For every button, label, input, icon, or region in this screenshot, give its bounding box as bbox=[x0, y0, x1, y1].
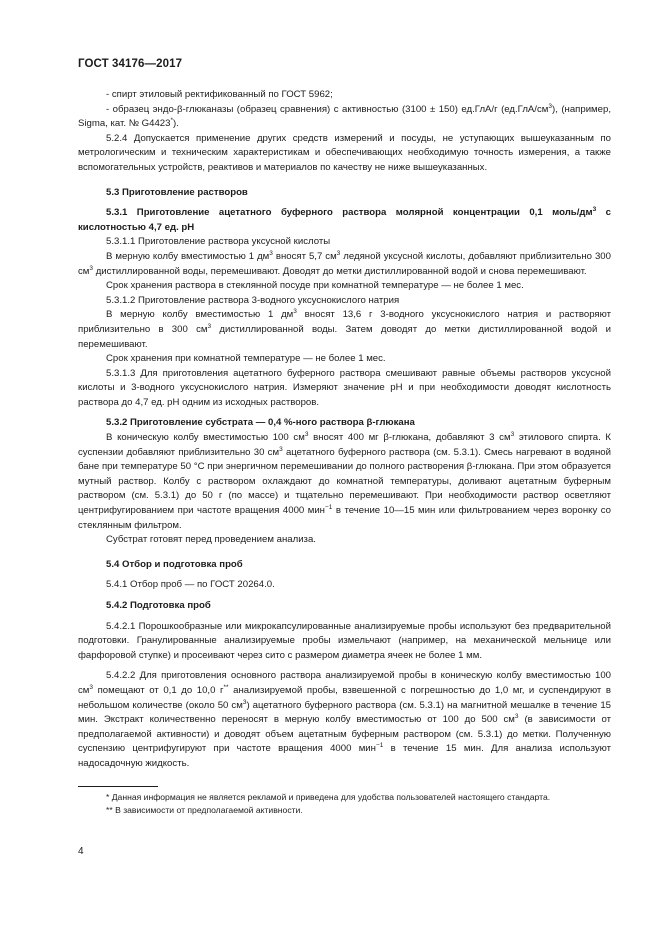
footnotes bbox=[78, 791, 611, 816]
paragraph-substrate-prep: В коническую колбу вместимостью 100 $см^3$ вносят 400 мг β-глюкана, добавляют 3 $см^3$ этилового спирта. К суспензии добавляют приблизительно 30 $см^3$ ацетатного буферного раствора (см. 5.3.1). Смесь нагревают в водяной бане при температуре 50 °С при энергичном перемешивании до полного растворения β-глюкана. При этом образуется мутный раствор. Колбу с раствором охлаждают до комнатной температуры, доливают ацетатным буферным раствором (см. 5.3.1) до 50 г (по массе) и тщательно перемешивают. При необходимости раствор осветляют центрифугированием при частоте вращения 4000 мин$^{-1}$ в течение 10—15 мин или фильтрованием через воронку со стеклянным фильтром. bbox=[78, 431, 611, 531]
paragraph-5-3-1-3: 5.3.1.3 Для приготовления ацетатного буферного раствора смешивают равные объемы растворов уксусной кислоты и 3-водного уксуснокислого натрия. Измеряют значение pH и при необходимости доводят кислотность раствора до 4,7 ед. pH одним из исходных растворов. bbox=[78, 367, 611, 408]
paragraph-5-4-2-1: 5.4.2.1 Порошкообразные или микрокапсулированные анализируемые пробы используют без предварительной подготовки. Гранулированные анализируемые пробы измельчают (например, на механической мельнице или фарфоровой ступке) и просеивают через сито с размером диаметра ячеек не более 1 мм. bbox=[78, 620, 611, 661]
section-heading-5-3-1: 5.3.1 Приготовление ацетатного буферного раствора молярной концентрации 0,1 моль/$дм^3$ с кислотностью 4,7 ед. pH bbox=[78, 206, 611, 233]
paragraph-acetic-acid-prep: В мерную колбу вместимостью 1 $дм^3$ вносят 5,7 $см^3$ ледяной уксусной кислоты, добавляют приблизительно 300 $см^3$ дистиллированной воды, перемешивают. Доводят до метки дистиллированной водой и снова перемешивают. bbox=[78, 249, 611, 277]
document-code-header: ГОСТ 34176—2017 bbox=[78, 58, 183, 70]
paragraph-sodium-acetate-prep: В мерную колбу вместимостью 1 $дм^3$ вносят 13,6 г 3-водного уксуснокислого натрия и растворяют приблизительно в 300 $см^3$ дистиллированной воды. Затем доводят до метки дистиллированной водой и перемешивают. bbox=[78, 308, 612, 350]
footnote-divider bbox=[78, 786, 158, 787]
section-heading-5-4-2: 5.4.2 Подготовка проб bbox=[106, 600, 211, 611]
paragraph-storage-1: Срок хранения раствора в стеклянной посуде при комнатной температуре — не более 1 мес. bbox=[106, 280, 524, 292]
section-heading-5-3-2: 5.3.2 Приготовление субстрата — 0,4 %-ного раствора β-глюкана bbox=[106, 417, 415, 429]
document-body bbox=[78, 88, 611, 772]
page-number: 4 bbox=[78, 846, 84, 857]
paragraph-5-2-4: 5.2.4 Допускается применение других средств измерений и посуды, не уступающих вышеуказанным по метрологическим и техническим характеристикам и обеспечивающих необходимую точность измерения, а также вспомогательных устройств, реактивов и материалов по качеству не ниже вышеуказанных. bbox=[78, 132, 611, 173]
paragraph-5-3-1-2: 5.3.1.2 Приготовление раствора 3-водного уксуснокислого натрия bbox=[106, 294, 400, 306]
paragraph-5-3-1-1: 5.3.1.1 Приготовление раствора уксусной кислоты bbox=[106, 236, 331, 248]
paragraph-storage-2: Срок хранения при комнатной температуре — не более 1 мес. bbox=[106, 353, 386, 365]
paragraph-5-4-1: 5.4.1 Отбор проб — по ГОСТ 20264.0. bbox=[106, 579, 275, 591]
footnote-1: * Данная информация не является рекламой и приведена для удобства пользователей настоящего стандарта. bbox=[106, 792, 551, 802]
paragraph-5-4-2-2: 5.4.2.2 Для приготовления основного раствора анализируемой пробы в коническую колбу вместимостью 100 $см^3$ помещают от 0,1 до 10,0 г** анализируемой пробы, взвешенной с погрешностью до 1,0 мг, и суспендируют в небольшом количестве (около 50 $см^3$) ацетатного буферного раствора (см. 5.3.1) на магнитной мешалке в течение 15 мин. Экстракт количественно переносят в мерную колбу вместимостью от 100 до 500 $см^3$ (в зависимости от предполагаемой активности) и доводят объем ацетатным буферным раствором (см. 5.3.1) до метки. Полученную суспензию центрифугируют при частоте вращения 4000 мин$^{-1}$ в течение 15 мин. Для анализа используют надосадочную жидкость. bbox=[78, 670, 612, 769]
footnote-marker: * bbox=[170, 117, 174, 125]
section-heading-5-3: 5.3 Приготовление растворов bbox=[106, 186, 248, 198]
section-heading-5-4: 5.4 Отбор и подготовка проб bbox=[106, 558, 243, 570]
footnote-2: ** В зависимости от предполагаемой активности. bbox=[106, 804, 303, 815]
list-item-reference-sample: - образец эндо-β-глюканазы (образец сравнения) с активностью (3100 ± 150) ед.ГлА/г $(ед.ГлА/см^3)$, (например, Sigma, кат. № G4423*). bbox=[78, 102, 611, 130]
list-item-ethanol: - спирт этиловый ректификованный по ГОСТ 5962; bbox=[106, 89, 333, 100]
footnote-marker: ** bbox=[223, 683, 229, 691]
paragraph-substrate-note: Субстрат готовят перед проведением анализа. bbox=[106, 534, 316, 546]
